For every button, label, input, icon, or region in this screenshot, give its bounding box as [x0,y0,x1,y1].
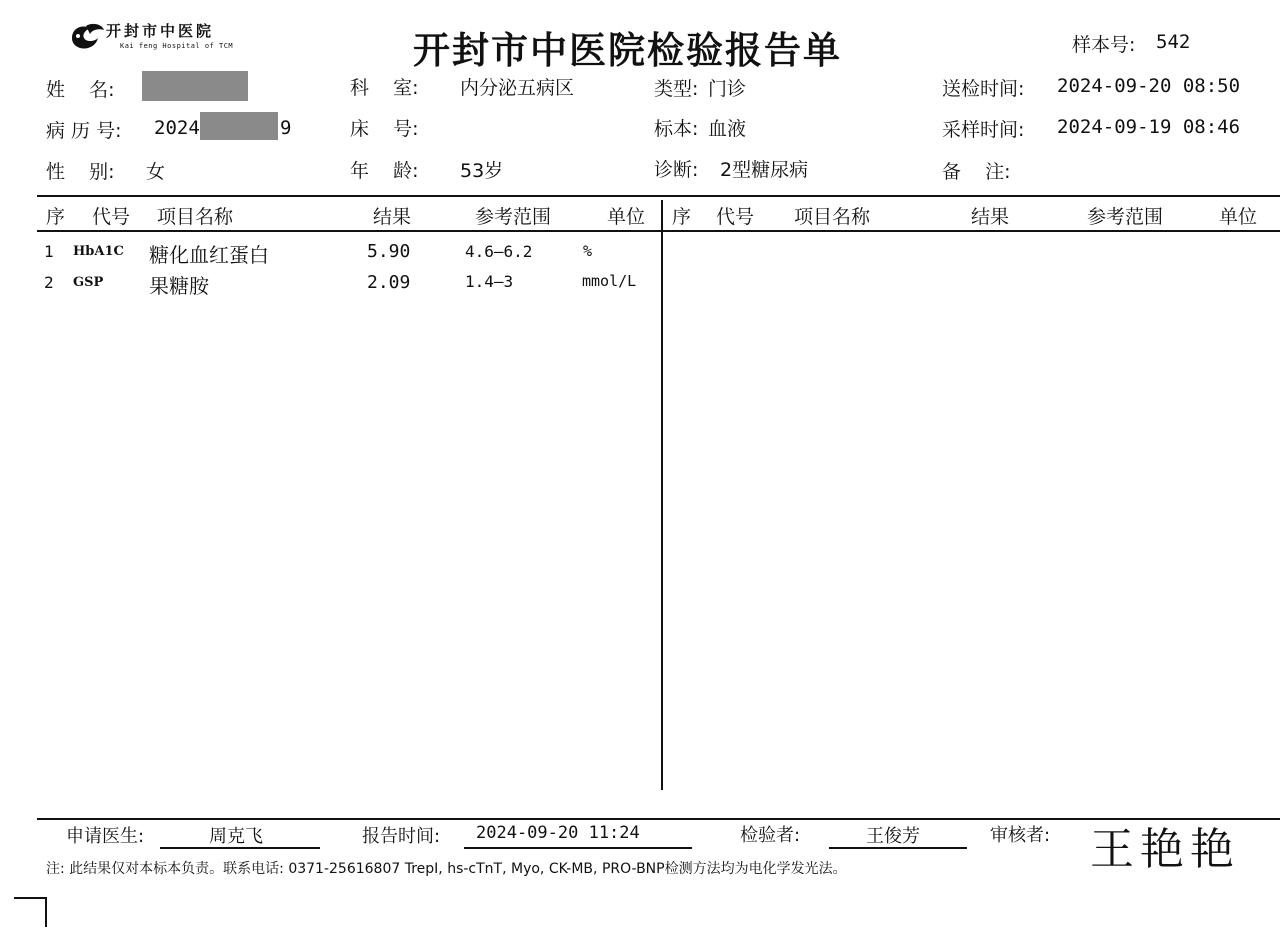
col-header-no-right: 序 [672,206,692,228]
doctor-underline [160,847,320,849]
collect-time-label: 采样时间: [942,119,1025,141]
report-time-underline [464,847,692,849]
col-header-range-right: 参考范围 [1087,206,1164,228]
table-divider [661,200,663,790]
collect-time-value: 2024-09-19 08:46 [1057,116,1241,138]
age-value: 53岁 [460,160,504,182]
col-header-no: 序 [46,206,66,228]
col-header-code-right: 代号 [716,206,755,228]
sex-label: 性 别: [46,161,115,183]
row1-result: 5.90 [367,241,411,262]
tester-underline [829,847,967,849]
col-header-result: 结果 [373,206,412,228]
name-label: 姓 名: [46,79,115,101]
row2-code: GSP [73,275,104,290]
record-label: 病 历 号: [46,120,122,142]
row1-no: 1 [44,242,54,261]
sex-value: 女 [146,161,166,183]
name-redaction [142,71,248,101]
col-header-name-right: 项目名称 [794,206,871,228]
report-title: 开封市中医院检验报告单 [413,28,842,72]
row2-range: 1.4—3 [465,272,514,291]
row2-result: 2.09 [367,272,411,293]
specimen-value: 血液 [708,118,747,140]
send-time-value: 2024-09-20 08:50 [1057,75,1241,97]
bed-label: 床 号: [350,118,419,140]
logo-text: 开封市中医院 [106,22,215,40]
doctor-label: 申请医生: [66,826,145,847]
col-header-code: 代号 [92,206,131,228]
crop-mark-horizontal [14,897,46,899]
diagnosis-label: 诊断: [654,159,699,181]
row2-no: 2 [44,273,54,292]
report-time-label: 报告时间: [362,826,441,847]
age-label: 年 龄: [350,160,419,182]
reviewer-label: 审核者: [990,825,1051,846]
send-time-label: 送检时间: [942,78,1025,100]
row2-name: 果糖胺 [149,274,209,298]
row1-name: 糖化血红蛋白 [149,243,269,267]
diagnosis-value: 2型糖尿病 [720,159,809,181]
sample-no-label: 样本号: [1072,34,1136,56]
row1-unit: % [583,242,593,260]
type-value: 门诊 [708,78,747,100]
specimen-label: 标本: [654,118,699,140]
report-time-value: 2024-09-20 11:24 [476,823,640,843]
footer-note: 注: 此结果仅对本标本负责。联系电话: 0371-25616807 TrepI, hs-cTnT, Myo, CK-MB, PRO-BNP检测方法均为电化学发光法。 [46,861,847,877]
reviewer-signature: 王艳艳 [1090,824,1240,875]
dept-label: 科 室: [350,77,419,99]
table-top-rule [37,195,1280,197]
col-header-range: 参考范围 [475,206,552,228]
logo-subtitle: Kai feng Hospital of TCM [120,42,234,50]
col-header-result-right: 结果 [971,206,1010,228]
crop-mark-vertical [45,897,47,927]
record-redaction [200,112,278,140]
record-suffix: 9 [280,117,292,139]
table-header-rule [37,230,1280,232]
doctor-value: 周克飞 [209,826,263,847]
row1-code: HbA1C [73,244,124,259]
col-header-name: 项目名称 [157,206,234,228]
sample-no-value: 542 [1156,31,1191,53]
row2-unit: mmol/L [582,272,637,290]
tester-value: 王俊芳 [866,826,920,847]
remark-label: 备 注: [942,161,1011,183]
col-header-unit-right: 单位 [1219,206,1258,228]
dept-value: 内分泌五病区 [460,77,575,99]
tester-label: 检验者: [740,825,801,846]
col-header-unit: 单位 [607,206,646,228]
type-label: 类型: [654,78,699,100]
row1-range: 4.6—6.2 [465,242,533,261]
record-prefix: 2024 [154,117,200,139]
